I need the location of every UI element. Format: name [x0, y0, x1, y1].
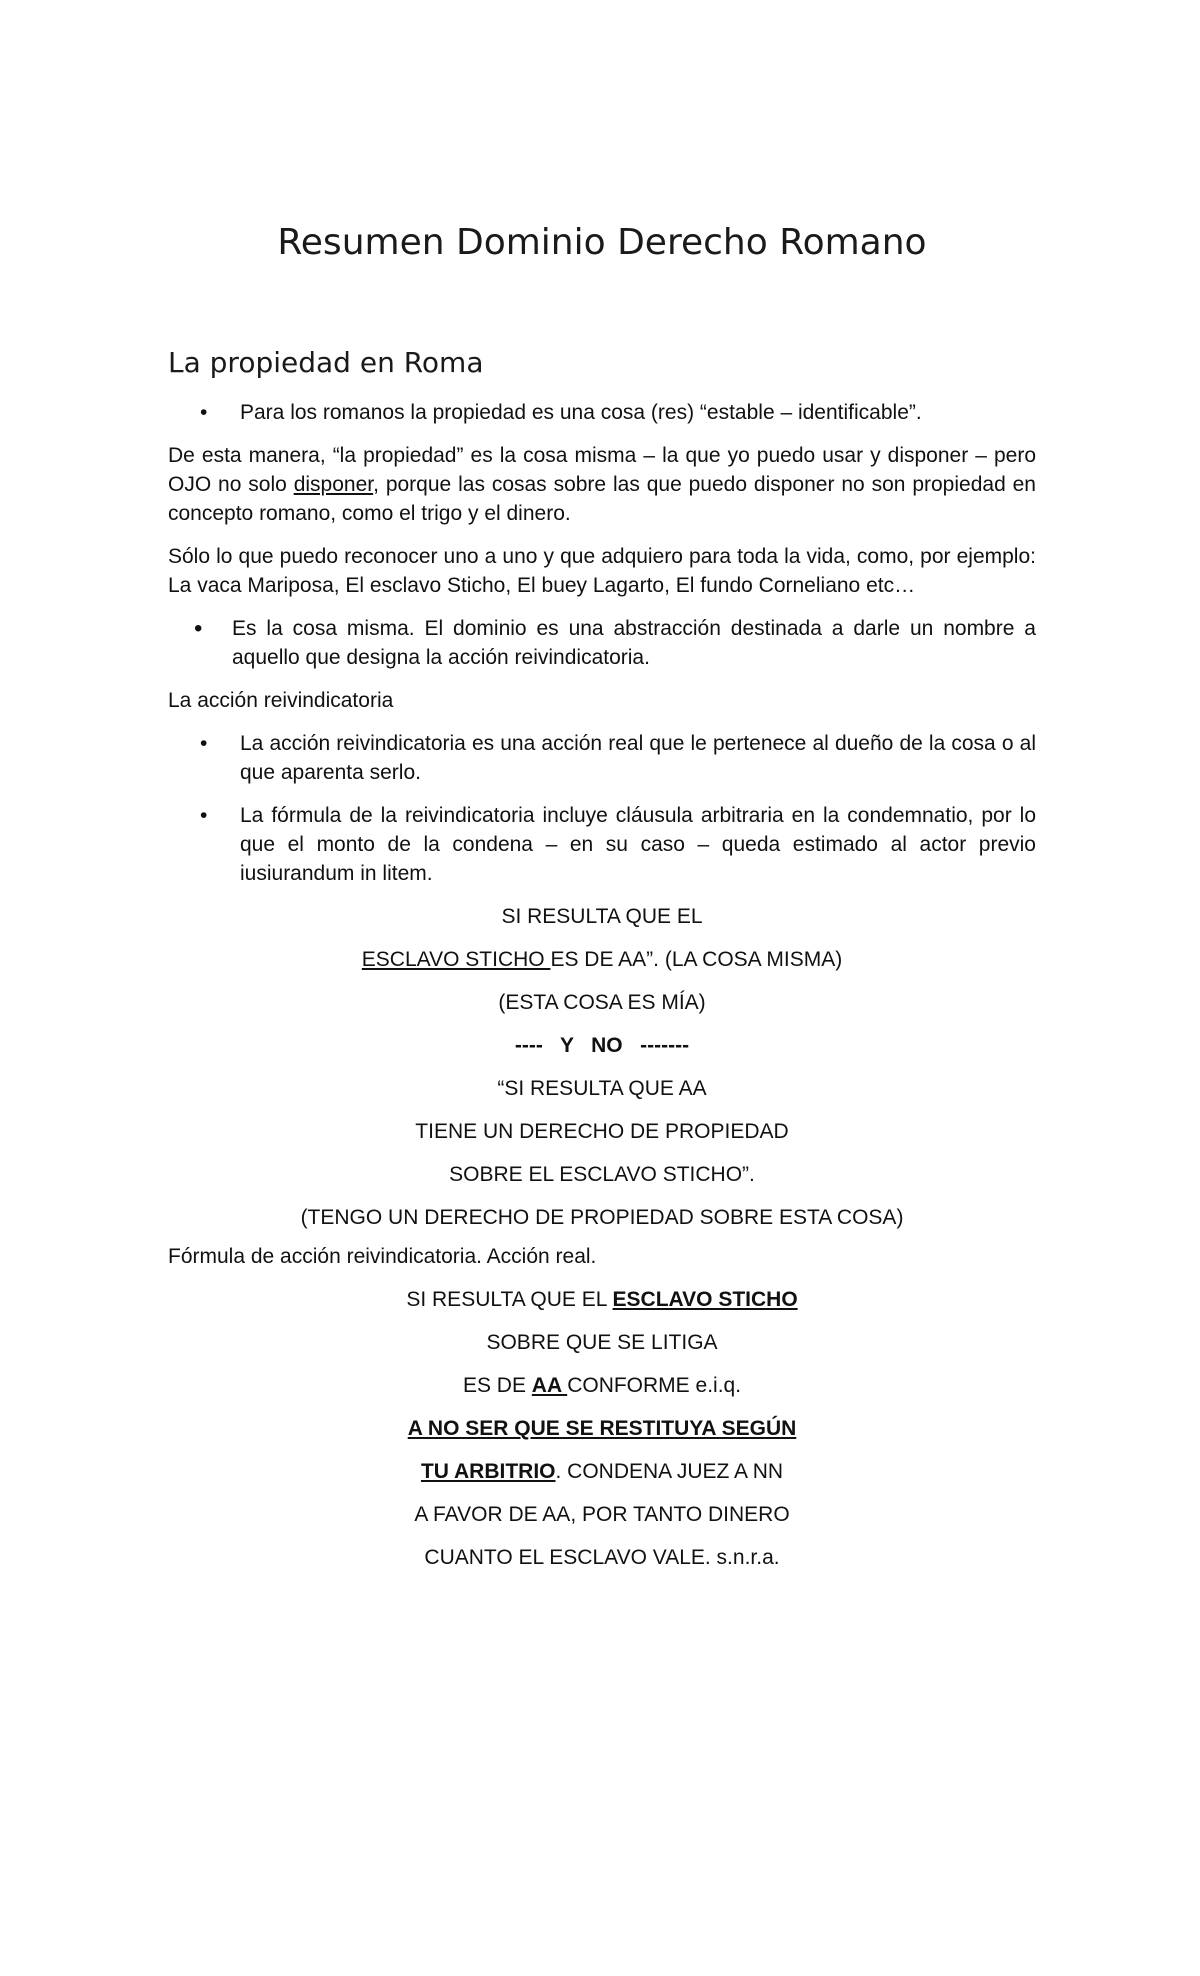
centered-line: “SI RESULTA QUE AA: [497, 1077, 707, 1100]
list-item: [168, 729, 1036, 787]
paragraph-text: De esta manera, “la propiedad” es la cosa misma – la que yo puedo usar y disponer – pero OJO no solo: [168, 444, 1036, 496]
centered-line: ---- Y NO -------: [514, 1034, 690, 1057]
line-text: SI RESULTA QUE EL: [406, 1288, 613, 1311]
list-item: [168, 801, 1036, 888]
list-item: [168, 614, 1036, 672]
bullet-icon: •: [200, 401, 208, 424]
formula-line: SOBRE QUE SE LITIGA: [486, 1331, 718, 1354]
bullet-icon: •: [200, 804, 208, 827]
centered-line: SOBRE EL ESCLAVO STICHO”.: [449, 1163, 755, 1186]
formula-line: [168, 1371, 1036, 1400]
formula-line: [168, 1285, 1036, 1314]
bold-underlined-phrase: AA: [531, 1374, 568, 1397]
body-text: [168, 398, 1036, 1586]
bold-underlined-phrase: ESCLAVO STICHO: [612, 1288, 798, 1311]
line-text: ES DE: [462, 1374, 532, 1397]
bullet-icon: •: [200, 732, 208, 755]
bullet-text: La fórmula de la reivindicatoria incluye cláusula arbitraria en la condemnatio, por lo que el monto de la condena – en su caso – queda estimado al actor previo iusiurandum in litem.: [240, 804, 1036, 885]
formula-line: A FAVOR DE AA, POR TANTO DINERO: [414, 1503, 790, 1526]
formula-line: A NO SER QUE SE RESTITUYA SEGÚN: [407, 1417, 797, 1440]
paragraph: Sólo lo que puedo reconocer uno a uno y que adquiero para toda la vida, como, por ejemplo: La vaca Mariposa, El esclavo Sticho, El buey Lagarto, El fundo Corneliano etc…: [168, 545, 1036, 597]
section-heading: La propiedad en Roma: [168, 346, 484, 379]
formula-label: Fórmula de acción reivindicatoria. Acción real.: [168, 1245, 597, 1268]
bullet-icon: •: [194, 615, 203, 642]
paragraph-text: , porque las cosas sobre las que puedo disponer no son propiedad en concepto romano, como el trigo y el dinero.: [168, 473, 1036, 525]
underlined-phrase: ESCLAVO STICHO: [361, 948, 551, 971]
subheading: La acción reivindicatoria: [168, 689, 394, 712]
bold-underlined-phrase: TU ARBITRIO: [420, 1460, 556, 1483]
centered-line: [168, 945, 1036, 974]
centered-line: (TENGO UN DERECHO DE PROPIEDAD SOBRE ESTA COSA): [300, 1206, 904, 1229]
document-title: Resumen Dominio Derecho Romano: [277, 222, 927, 263]
bullet-text: Para los romanos la propiedad es una cosa (res) “estable – identificable”.: [240, 401, 922, 424]
line-text: . CONDENA JUEZ A NN: [555, 1460, 784, 1483]
formula-line: [168, 1457, 1036, 1486]
line-text: ES DE AA”. (LA COSA MISMA): [550, 948, 843, 971]
centered-line: TIENE UN DERECHO DE PROPIEDAD: [415, 1120, 789, 1143]
list-item: [168, 398, 1036, 427]
bullet-text: La acción reivindicatoria es una acción real que le pertenece al dueño de la cosa o al que aparenta serlo.: [240, 732, 1036, 784]
bullet-text: Es la cosa misma. El dominio es una abstracción destinada a darle un nombre a aquello que designa la acción reivindicatoria.: [232, 617, 1036, 669]
centered-line: (ESTA COSA ES MÍA): [498, 991, 706, 1014]
line-text: CONFORME e.i.q.: [567, 1374, 742, 1397]
paragraph: [168, 441, 1036, 528]
centered-line: SI RESULTA QUE EL: [501, 905, 703, 928]
underlined-word: disponer: [293, 473, 374, 496]
formula-line: CUANTO EL ESCLAVO VALE. s.n.r.a.: [424, 1546, 780, 1569]
